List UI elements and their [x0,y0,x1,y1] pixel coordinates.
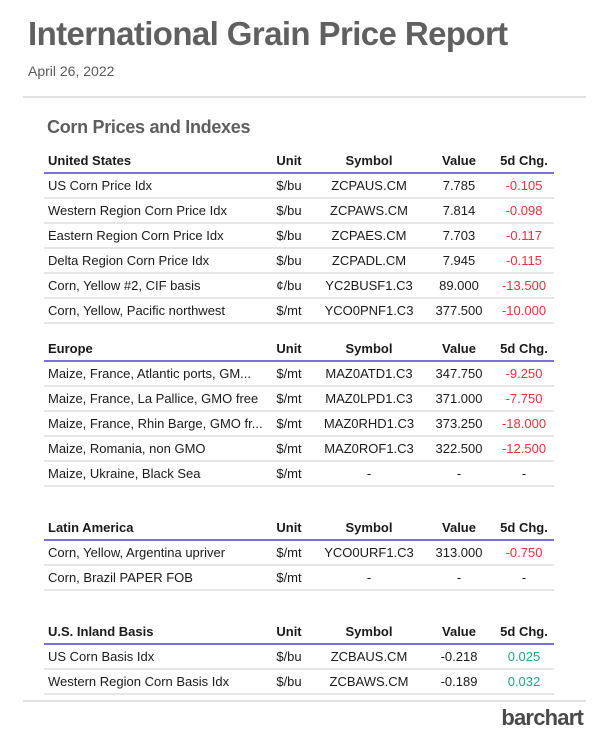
table-row [44,644,554,669]
table-row [44,173,554,198]
unit-cell: $/bu [264,248,314,273]
value-cell: 89.000 [424,273,494,298]
instrument-name: Corn, Brazil PAPER FOB [44,565,264,590]
report-date: April 26, 2022 [28,63,115,79]
table-row [44,436,554,461]
unit-cell: ¢/bu [264,273,314,298]
unit-cell: $/bu [264,644,314,669]
top-divider [23,96,586,98]
table-header-row [44,336,554,361]
instrument-name: Maize, Ukraine, Black Sea [44,461,264,486]
instrument-name: Corn, Yellow #2, CIF basis [44,273,264,298]
table-header-row [44,515,554,540]
region-header: Latin America [44,515,264,540]
symbol-cell: YCO0PNF1.C3 [314,298,424,323]
table-row [44,198,554,223]
symbol-cell: MAZ0LPD1.C3 [314,386,424,411]
change-cell: 0.032 [494,669,554,694]
change-cell: - [494,565,554,590]
symbol-cell: ZCPAES.CM [314,223,424,248]
value-cell: 7.785 [424,173,494,198]
table-row [44,361,554,386]
change-cell: -0.115 [494,248,554,273]
table-row [44,669,554,694]
table-row [44,386,554,411]
unit-header: Unit [264,515,314,540]
table-header-row [44,619,554,644]
symbol-header: Symbol [314,336,424,361]
instrument-name: Maize, France, Atlantic ports, GM... [44,361,264,386]
value-cell: 7.703 [424,223,494,248]
section-title: Corn Prices and Indexes [47,117,251,137]
value-cell: 7.814 [424,198,494,223]
change-cell: -0.105 [494,173,554,198]
unit-header: Unit [264,336,314,361]
region-header: United States [44,148,264,173]
unit-cell: $/mt [264,361,314,386]
table-row [44,223,554,248]
instrument-name: Western Region Corn Basis Idx [44,669,264,694]
region-header: U.S. Inland Basis [44,619,264,644]
price-table-europe [44,336,554,487]
change-header: 5d Chg. [494,148,554,173]
barchart-logo: barchart [501,705,583,730]
change-cell: -0.750 [494,540,554,565]
value-header: Value [424,336,494,361]
instrument-name: Maize, France, La Pallice, GMO free [44,386,264,411]
symbol-cell: ZCPAWS.CM [314,198,424,223]
value-cell: 371.000 [424,386,494,411]
instrument-name: Maize, Romania, non GMO [44,436,264,461]
price-table-latin-america [44,515,554,591]
symbol-cell: MAZ0RHD1.C3 [314,411,424,436]
value-cell: 322.500 [424,436,494,461]
instrument-name: Eastern Region Corn Price Idx [44,223,264,248]
table-row [44,461,554,486]
unit-cell: $/mt [264,298,314,323]
bottom-divider [23,700,586,702]
table-row [44,411,554,436]
instrument-name: US Corn Price Idx [44,173,264,198]
instrument-name: Western Region Corn Price Idx [44,198,264,223]
table-header-row [44,148,554,173]
table-row [44,565,554,590]
change-cell: -12.500 [494,436,554,461]
value-cell: 7.945 [424,248,494,273]
unit-cell: $/bu [264,223,314,248]
value-cell: 347.750 [424,361,494,386]
table-row [44,273,554,298]
symbol-cell: - [314,565,424,590]
symbol-cell: MAZ0ATD1.C3 [314,361,424,386]
instrument-name: Delta Region Corn Price Idx [44,248,264,273]
symbol-cell: MAZ0ROF1.C3 [314,436,424,461]
value-cell: 373.250 [424,411,494,436]
change-cell: -0.117 [494,223,554,248]
change-header: 5d Chg. [494,619,554,644]
instrument-name: Corn, Yellow, Argentina upriver [44,540,264,565]
value-header: Value [424,619,494,644]
symbol-cell: ZCBAWS.CM [314,669,424,694]
change-cell: -13.500 [494,273,554,298]
change-cell: -9.250 [494,361,554,386]
price-table-united-states [44,148,554,324]
unit-cell: $/mt [264,540,314,565]
unit-cell: $/mt [264,436,314,461]
symbol-cell: ZCBAUS.CM [314,644,424,669]
unit-header: Unit [264,148,314,173]
symbol-cell: ZCPAUS.CM [314,173,424,198]
symbol-cell: YCO0URF1.C3 [314,540,424,565]
unit-cell: $/bu [264,198,314,223]
unit-cell: $/mt [264,411,314,436]
symbol-cell: - [314,461,424,486]
symbol-header: Symbol [314,515,424,540]
report-title: International Grain Price Report [28,15,508,52]
change-cell: -18.000 [494,411,554,436]
unit-cell: $/mt [264,461,314,486]
unit-cell: $/mt [264,565,314,590]
value-header: Value [424,148,494,173]
change-cell: -10.000 [494,298,554,323]
symbol-cell: YC2BUSF1.C3 [314,273,424,298]
table-row [44,298,554,323]
symbol-header: Symbol [314,619,424,644]
change-header: 5d Chg. [494,336,554,361]
value-cell: -0.189 [424,669,494,694]
table-row [44,248,554,273]
value-cell: - [424,461,494,486]
price-table-u-s-inland-basis [44,619,554,695]
symbol-header: Symbol [314,148,424,173]
change-cell: - [494,461,554,486]
instrument-name: Maize, France, Rhin Barge, GMO fr... [44,411,264,436]
unit-cell: $/bu [264,173,314,198]
change-header: 5d Chg. [494,515,554,540]
value-cell: -0.218 [424,644,494,669]
unit-cell: $/mt [264,386,314,411]
unit-header: Unit [264,619,314,644]
value-cell: 313.000 [424,540,494,565]
value-cell: - [424,565,494,590]
unit-cell: $/bu [264,669,314,694]
change-cell: -0.098 [494,198,554,223]
change-cell: -7.750 [494,386,554,411]
value-header: Value [424,515,494,540]
table-row [44,540,554,565]
symbol-cell: ZCPADL.CM [314,248,424,273]
region-header: Europe [44,336,264,361]
instrument-name: US Corn Basis Idx [44,644,264,669]
instrument-name: Corn, Yellow, Pacific northwest [44,298,264,323]
change-cell: 0.025 [494,644,554,669]
value-cell: 377.500 [424,298,494,323]
